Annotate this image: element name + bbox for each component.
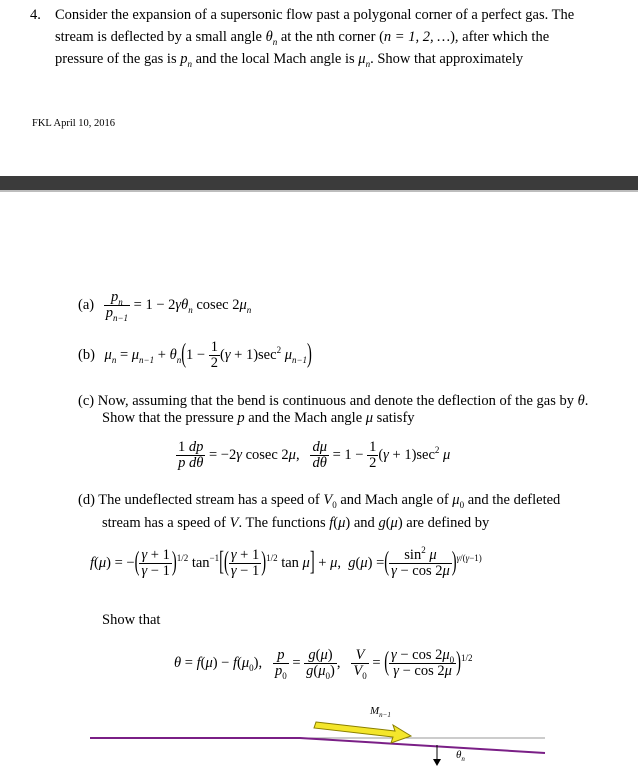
wall	[90, 738, 545, 753]
part-c-line-2: Show that the pressure p and the Mach angle μ satisfy	[102, 410, 415, 426]
pressure-ratio-fraction: $\frac{p_n}{p_{n-1}}$	[105, 289, 129, 323]
part-b: (b) $\mu_n = \mu_{n-1} + \theta_n(1$ − $\frac{1}{2}$ $(\gamma + 1)\sec^2$ $\mu_{n-1}$)	[78, 339, 312, 371]
page-footer: FKL April 10, 2016	[32, 118, 116, 129]
theta-label: $\theta_n$	[456, 749, 465, 763]
problem-number: 4.	[30, 7, 41, 23]
problem-line-1: Consider the expansion of a supersonic flow past a polygonal corner of a perfect gas. The	[55, 7, 575, 23]
page-divider-shadow	[0, 190, 638, 192]
show-that: Show that	[102, 612, 161, 628]
result-equations: $\theta = f(\mu) - f(\mu_0)$, $\frac{p}{p_0}$ = $\frac{g(\mu)}{g(\mu_0)}$ , $\frac{V}{V_0}$ = ( $\frac{\gamma - \cos 2\mu_0}{\gamma - \cos 2\mu}$ )$^{1/2}$	[174, 647, 473, 681]
page-divider	[0, 176, 638, 190]
problem-line-3: pressure of the gas is $p_n$ and the local Mach angle is $\mu_n$. Show that approximately	[55, 51, 524, 69]
mach-label: $M_{n-1}$	[370, 705, 391, 719]
part-d-line-2: stream has a speed of V. The functions f(μ) and g(μ) are defined by	[102, 515, 490, 531]
part-a: (a) $\frac{p_n}{p_{n-1}}$ = $1 - 2\gamma\theta_n$ cosec $2\mu_n$	[78, 289, 252, 323]
definition-equations: f(μ) = −( $\frac{\gamma + 1}{\gamma - 1}$ )$^{1/2}$ $\tan^{-1}$[( $\frac{\gamma + 1}{\gamma - 1}$ )$^{1/2}$ tan μ] + μ, g(μ) =( $\frac{\sin^2 \mu}{\gamma - \cos 2\mu}$ )$^{\gamma/(\gamma-1)}$	[90, 545, 482, 579]
part-c-equations: $\frac{1 dp}{\text{p dθ}}$ = −2γ cosec 2μ, $\frac{d\mu}{d\theta}$ = 1 − $\frac{1}{2}$ $(\gamma + 1)\sec^2$ μ	[178, 439, 451, 471]
theta-arrowhead	[433, 759, 441, 766]
part-d: (d) The undeflected stream has a speed of $V_0$ and Mach angle of $\mu_0$ and the defleted	[78, 492, 561, 510]
problem-line-2: stream is deflected by a small angle $\theta_n$ at the nth corner (n = 1, 2, …), after which the	[55, 29, 550, 47]
corner-flow-figure	[0, 700, 638, 782]
part-c: (c) Now, assuming that the bend is continuous and denote the deflection of the gas by θ.	[78, 393, 589, 409]
